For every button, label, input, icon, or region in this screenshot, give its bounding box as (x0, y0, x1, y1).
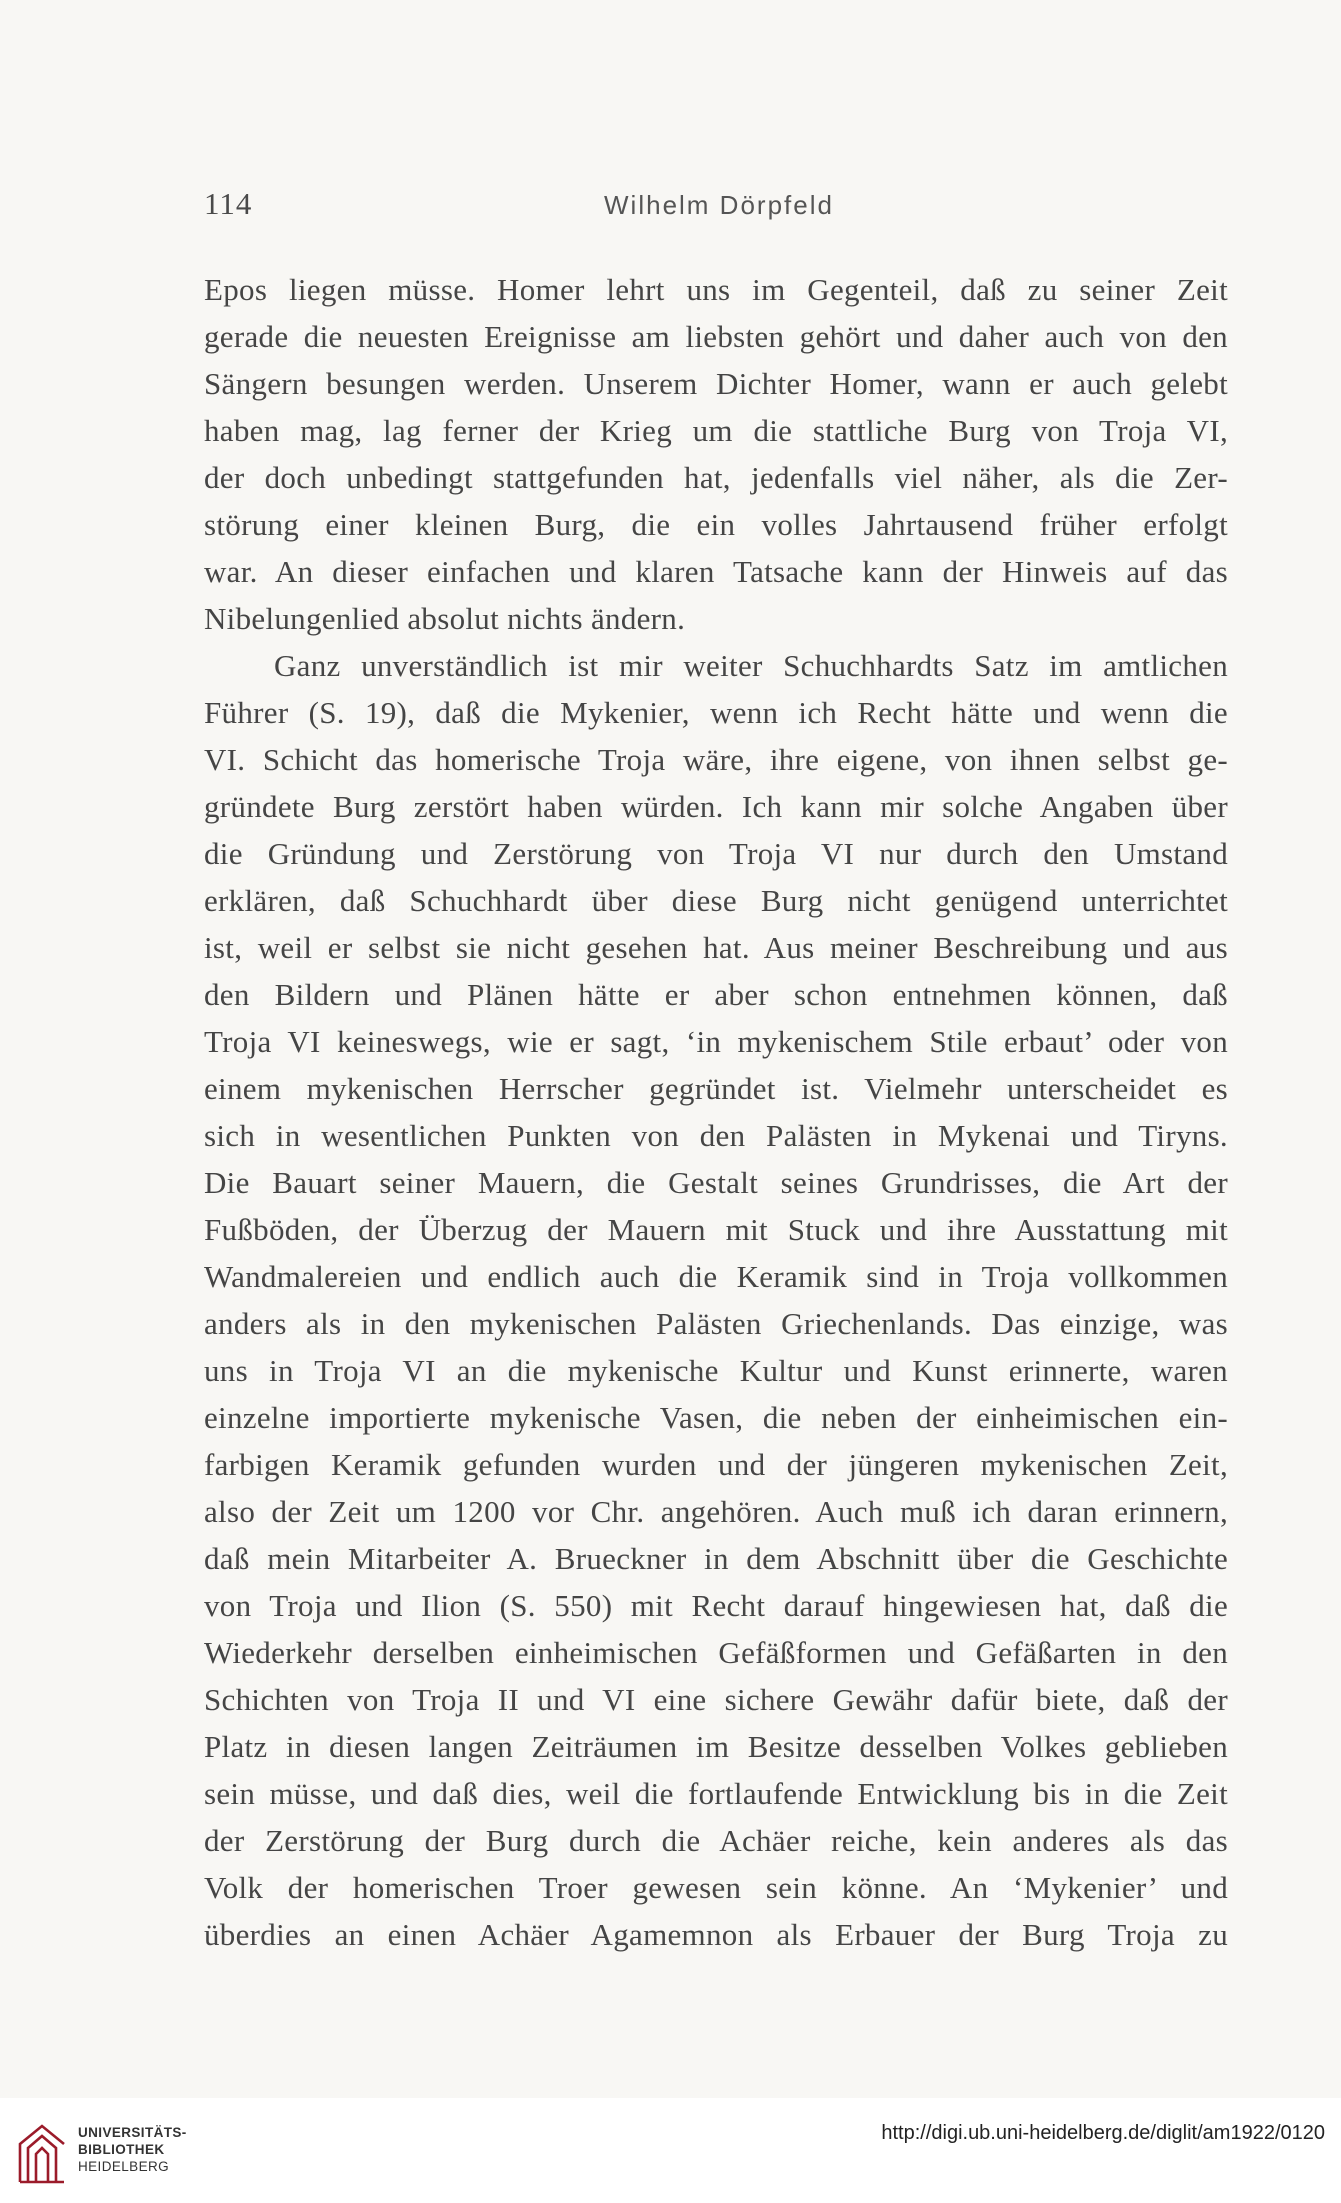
text-line: Volk der homerischen Troer gewesen sein könne. An ‘Mykenier’ und (204, 1870, 1228, 1905)
text-line: Ganz unverständlich ist mir weiter Schuchhardts Satz im amtlichen (274, 648, 1228, 683)
text-line: Schichten von Troja II und VI eine sichere Gewähr dafür biete, daß der (204, 1682, 1228, 1717)
text-line: Epos liegen müsse. Homer lehrt uns im Gegenteil, daß zu seiner Zeit (204, 272, 1228, 307)
library-name-line: HEIDELBERG (78, 2159, 170, 2174)
text-line: störung einer kleinen Burg, die ein volles Jahrtausend früher erfolgt (204, 507, 1228, 542)
library-name-line: UNIVERSITÄTS- (78, 2125, 187, 2140)
text-line: haben mag, lag ferner der Krieg um die stattliche Burg von Troja VI, (204, 413, 1228, 448)
source-url-link[interactable]: http://digi.ub.uni-heidelberg.de/diglit/am1922/0120 (881, 2122, 1325, 2144)
page-number: 114 (204, 186, 253, 221)
text-line: also der Zeit um 1200 vor Chr. angehören. Auch muß ich daran erinnern, (204, 1494, 1228, 1529)
digitization-footer (0, 2098, 1341, 2203)
text-line: einem mykenischen Herrscher gegründet ist. Vielmehr unterscheidet es (204, 1071, 1228, 1106)
text-line: Nibelungenlied absolut nichts ändern. (204, 601, 686, 636)
running-head: Wilhelm Dörpfeld (604, 190, 834, 220)
text-line: anders als in den mykenischen Palästen Griechenlands. Das einzige, was (204, 1306, 1228, 1341)
text-line: Führer (S. 19), daß die Mykenier, wenn ich Recht hätte und wenn die (204, 695, 1228, 730)
text-line: einzelne importierte mykenische Vasen, die neben der einheimischen ein- (204, 1400, 1228, 1435)
text-line: uns in Troja VI an die mykenische Kultur und Kunst erinnerte, waren (204, 1353, 1228, 1388)
library-name (78, 2124, 187, 2175)
text-line: von Troja und Ilion (S. 550) mit Recht darauf hingewiesen hat, daß die (204, 1588, 1228, 1623)
library-logo-icon (16, 2118, 68, 2184)
text-line: Platz in diesen langen Zeiträumen im Besitze desselben Volkes geblieben (204, 1729, 1228, 1764)
text-line: überdies an einen Achäer Agamemnon als Erbauer der Burg Troja zu (204, 1917, 1228, 1952)
text-line: gründete Burg zerstört haben würden. Ich kann mir solche Angaben über (204, 789, 1228, 824)
text-line: gerade die neuesten Ereignisse am liebsten gehört und daher auch von den (204, 319, 1228, 354)
text-line: VI. Schicht das homerische Troja wäre, ihre eigene, von ihnen selbst ge- (204, 742, 1228, 777)
text-line: Fußböden, der Überzug der Mauern mit Stuck und ihre Ausstattung mit (204, 1212, 1228, 1247)
text-line: daß mein Mitarbeiter A. Brueckner in dem Abschnitt über die Geschichte (204, 1541, 1228, 1576)
text-line: der Zerstörung der Burg durch die Achäer reiche, kein anderes als das (204, 1823, 1228, 1858)
text-line: Sängern besungen werden. Unserem Dichter Homer, wann er auch gelebt (204, 366, 1228, 401)
text-line: sich in wesentlichen Punkten von den Palästen in Mykenai und Tiryns. (204, 1118, 1228, 1153)
text-line: sein müsse, und daß dies, weil die fortlaufende Entwicklung bis in die Zeit (204, 1776, 1228, 1811)
library-name-line: BIBLIOTHEK (78, 2142, 165, 2157)
text-line: Wandmalereien und endlich auch die Keramik sind in Troja vollkommen (204, 1259, 1228, 1294)
text-line: farbigen Keramik gefunden wurden und der jüngeren mykenischen Zeit, (204, 1447, 1228, 1482)
text-line: war. An dieser einfachen und klaren Tatsache kann der Hinweis auf das (204, 554, 1228, 589)
page-header (204, 186, 1234, 226)
text-line: ist, weil er selbst sie nicht gesehen hat. Aus meiner Beschreibung und aus (204, 930, 1228, 965)
text-line: Wiederkehr derselben einheimischen Gefäßformen und Gefäßarten in den (204, 1635, 1228, 1670)
text-line: die Gründung und Zerstörung von Troja VI nur durch den Umstand (204, 836, 1228, 871)
text-line: den Bildern und Plänen hätte er aber schon entnehmen können, daß (204, 977, 1228, 1012)
text-line: Die Bauart seiner Mauern, die Gestalt seines Grundrisses, die Art der (204, 1165, 1228, 1200)
body-text (204, 266, 1228, 1958)
text-line: Troja VI keineswegs, wie er sagt, ‘in mykenischem Stile erbaut’ oder von (204, 1024, 1228, 1059)
text-line: der doch unbedingt stattgefunden hat, jedenfalls viel näher, als die Zer- (204, 460, 1228, 495)
text-line: erklären, daß Schuchhardt über diese Burg nicht genügend unterrichtet (204, 883, 1228, 918)
